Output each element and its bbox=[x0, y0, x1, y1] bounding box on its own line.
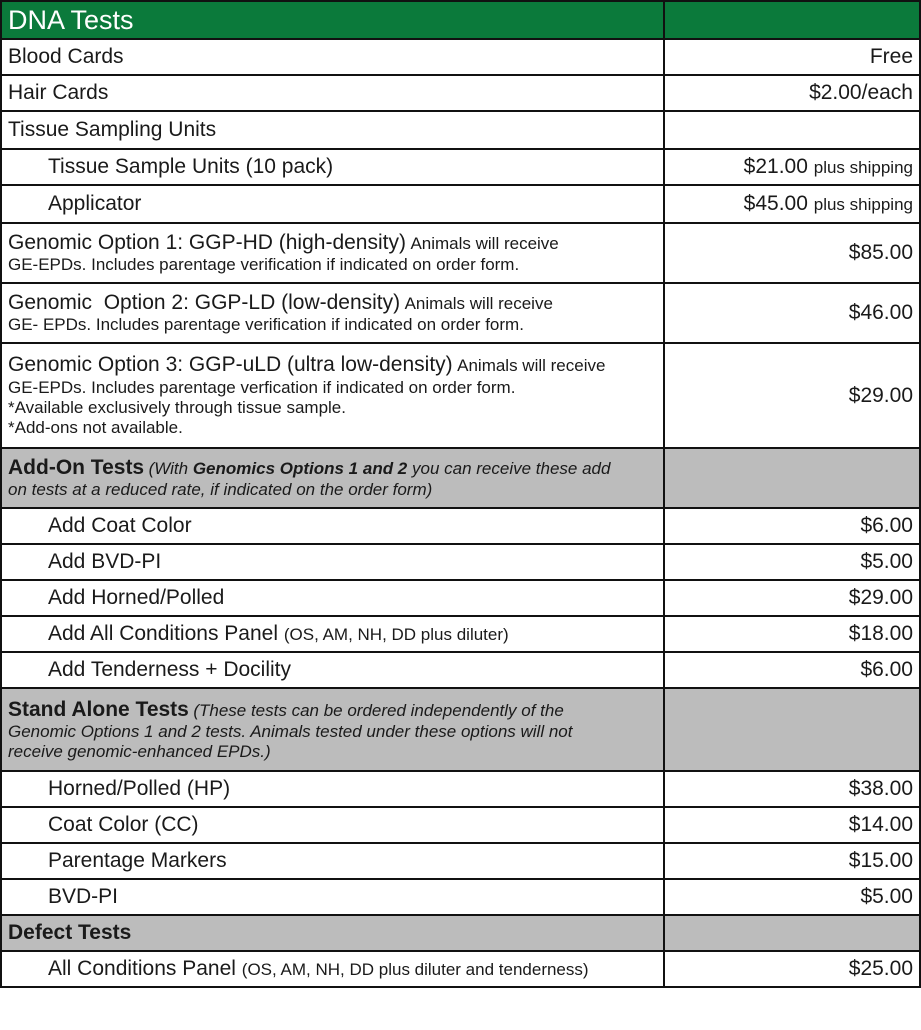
option-desc: Animals will receive bbox=[410, 234, 559, 254]
item-label bbox=[1, 223, 664, 283]
item-price: $25.00 bbox=[664, 951, 920, 987]
section-blank bbox=[664, 688, 920, 771]
table-title: DNA Tests bbox=[1, 1, 664, 39]
item-price: $38.00 bbox=[664, 771, 920, 807]
option-desc: GE- EPDs. Includes parentage verification if indicated on order form. bbox=[8, 315, 524, 335]
table-row bbox=[1, 544, 920, 580]
option-title: Genomic Option 1: GGP-HD (high-density) bbox=[8, 231, 406, 255]
table-row bbox=[1, 223, 920, 283]
item-price: Free bbox=[664, 39, 920, 75]
item-price: $6.00 bbox=[664, 652, 920, 688]
item-label: BVD-PI bbox=[1, 879, 664, 915]
section-heading bbox=[1, 448, 664, 508]
price-note: plus shipping bbox=[813, 158, 913, 177]
option-desc: Animals will receive bbox=[404, 294, 553, 314]
item-label: Add Horned/Polled bbox=[1, 580, 664, 616]
item-price bbox=[664, 149, 920, 185]
item-price: $2.00/each bbox=[664, 75, 920, 111]
table-row bbox=[1, 283, 920, 343]
table-row bbox=[1, 580, 920, 616]
item-price: $29.00 bbox=[664, 580, 920, 616]
section-title: Stand Alone Tests bbox=[8, 697, 189, 721]
table-row bbox=[1, 807, 920, 843]
option-desc: *Available exclusively through tissue sample. bbox=[8, 397, 346, 417]
item-name: All Conditions Panel bbox=[48, 957, 236, 980]
table-row bbox=[1, 343, 920, 448]
item-label bbox=[1, 951, 664, 987]
item-label: Hair Cards bbox=[1, 75, 664, 111]
header-blank bbox=[664, 1, 920, 39]
table-row bbox=[1, 951, 920, 987]
option-title: Genomic Option 2: GGP-LD (low-density) bbox=[8, 291, 401, 315]
item-label bbox=[1, 343, 664, 448]
item-extra: (OS, AM, NH, DD plus diluter and tenderness) bbox=[241, 960, 589, 979]
item-price: $46.00 bbox=[664, 283, 920, 343]
price-value: $45.00 bbox=[743, 192, 808, 215]
section-row-defect bbox=[1, 915, 920, 951]
section-row-addon bbox=[1, 448, 920, 508]
option-desc: GE-EPDs. Includes parentage verification if indicated on order form. bbox=[8, 255, 520, 275]
section-heading bbox=[1, 688, 664, 771]
item-label: Coat Color (CC) bbox=[1, 807, 664, 843]
section-note: (With Genomics Options 1 and 2 you can receive these add on tests at a reduced rate, if indicated on the order form) bbox=[8, 459, 611, 500]
item-price bbox=[664, 111, 920, 149]
item-price: $5.00 bbox=[664, 879, 920, 915]
option-title: Genomic Option 3: GGP-uLD (ultra low-density) bbox=[8, 353, 453, 377]
option-desc: GE-EPDs. Includes parentage verfication if indicated on order form. bbox=[8, 377, 516, 397]
item-price: $85.00 bbox=[664, 223, 920, 283]
item-label: Horned/Polled (HP) bbox=[1, 771, 664, 807]
section-title: Add-On Tests bbox=[8, 456, 145, 480]
item-label bbox=[1, 616, 664, 652]
item-name: Add All Conditions Panel bbox=[48, 622, 278, 645]
table-row bbox=[1, 149, 920, 185]
table-row bbox=[1, 508, 920, 544]
item-price: $15.00 bbox=[664, 843, 920, 879]
section-title: Defect Tests bbox=[8, 921, 132, 944]
table-row bbox=[1, 75, 920, 111]
section-row-standalone bbox=[1, 688, 920, 771]
table-row bbox=[1, 111, 920, 149]
item-label bbox=[1, 283, 664, 343]
price-note: plus shipping bbox=[813, 195, 913, 214]
table-row bbox=[1, 843, 920, 879]
item-label: Add Coat Color bbox=[1, 508, 664, 544]
table-header bbox=[1, 1, 920, 39]
section-blank bbox=[664, 915, 920, 951]
option-desc: Animals will receive bbox=[457, 356, 606, 376]
item-label: Applicator bbox=[1, 185, 664, 223]
item-label: Tissue Sample Units (10 pack) bbox=[1, 149, 664, 185]
option-desc: *Add-ons not available. bbox=[8, 418, 183, 438]
item-price: $6.00 bbox=[664, 508, 920, 544]
table-row bbox=[1, 185, 920, 223]
item-label: Add Tenderness + Docility bbox=[1, 652, 664, 688]
section-heading bbox=[1, 915, 664, 951]
price-value: $21.00 bbox=[743, 155, 808, 178]
section-note: (These tests can be ordered independently of the Genomic Options 1 and 2 tests. Animals tested under these options will not receive genomic-enhanced EPDs.) bbox=[8, 700, 573, 762]
item-price: $14.00 bbox=[664, 807, 920, 843]
table-row bbox=[1, 616, 920, 652]
table-row bbox=[1, 879, 920, 915]
section-blank bbox=[664, 448, 920, 508]
item-label: Add BVD-PI bbox=[1, 544, 664, 580]
item-label: Blood Cards bbox=[1, 39, 664, 75]
item-price: $29.00 bbox=[664, 343, 920, 448]
item-extra: (OS, AM, NH, DD plus diluter) bbox=[283, 625, 509, 644]
item-label: Parentage Markers bbox=[1, 843, 664, 879]
item-price bbox=[664, 185, 920, 223]
item-price: $5.00 bbox=[664, 544, 920, 580]
table-row bbox=[1, 39, 920, 75]
table-row bbox=[1, 652, 920, 688]
table-row bbox=[1, 771, 920, 807]
item-label: Tissue Sampling Units bbox=[1, 111, 664, 149]
item-price: $18.00 bbox=[664, 616, 920, 652]
